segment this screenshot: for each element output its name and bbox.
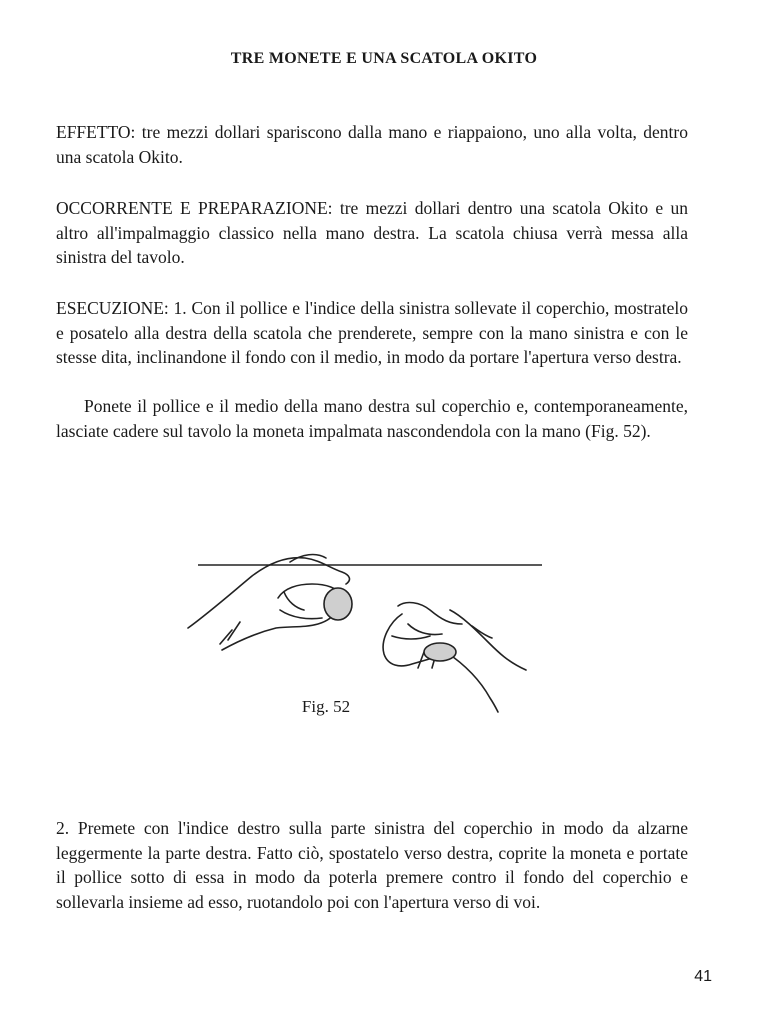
figure-caption: Fig. 52: [301, 697, 351, 716]
page-number: 41: [694, 968, 712, 985]
paragraph-occorrente: OCCORRENTE E PREPARAZIONE: tre mezzi dollari dentro una scatola Okito e un altro all'impalmaggio classico nella mano destra. La scatola chiusa verrà messa alla sinistra del tavolo.: [56, 198, 688, 267]
figure-52-illustration: [180, 540, 560, 720]
page-title: TRE MONETE E UNA SCATOLA OKITO: [230, 50, 538, 67]
coin-under-left-hand: [324, 588, 352, 620]
paragraph-ponete: Ponete il pollice e il medio della mano destra sul coperchio e, contemporaneamente, lasciate cadere sul tavolo la moneta impalmata nascondendola con la mano (Fig. 52).: [56, 396, 688, 441]
right-hand-drawing: [383, 603, 526, 712]
paragraph-effetto: EFFETTO: tre mezzi dollari spariscono dalla mano e riappaiono, uno alla volta, dentro una scatola Okito.: [56, 122, 688, 167]
coin-in-right-hand: [424, 643, 456, 661]
paragraph-esecuzione: ESECUZIONE: 1. Con il pollice e l'indice della sinistra sollevate il coperchio, mostratelo e posatelo alla destra della scatola che prenderete, sempre con la mano sinistra e con le stesse dita, inclinandone il fondo con il medio, in modo da portare l'apertura verso destra.: [56, 298, 688, 367]
paragraph-step-2: 2. Premete con l'indice destro sulla parte sinistra del coperchio in modo da alzarne leggermente la parte destra. Fatto ciò, spostatelo verso destra, coprite la moneta e portate il pollice sotto di essa in modo da poterla premere contro il fondo del coperchio e sollevarla insieme ad esso, ruotandolo poi con l'apertura verso di voi.: [56, 818, 688, 912]
